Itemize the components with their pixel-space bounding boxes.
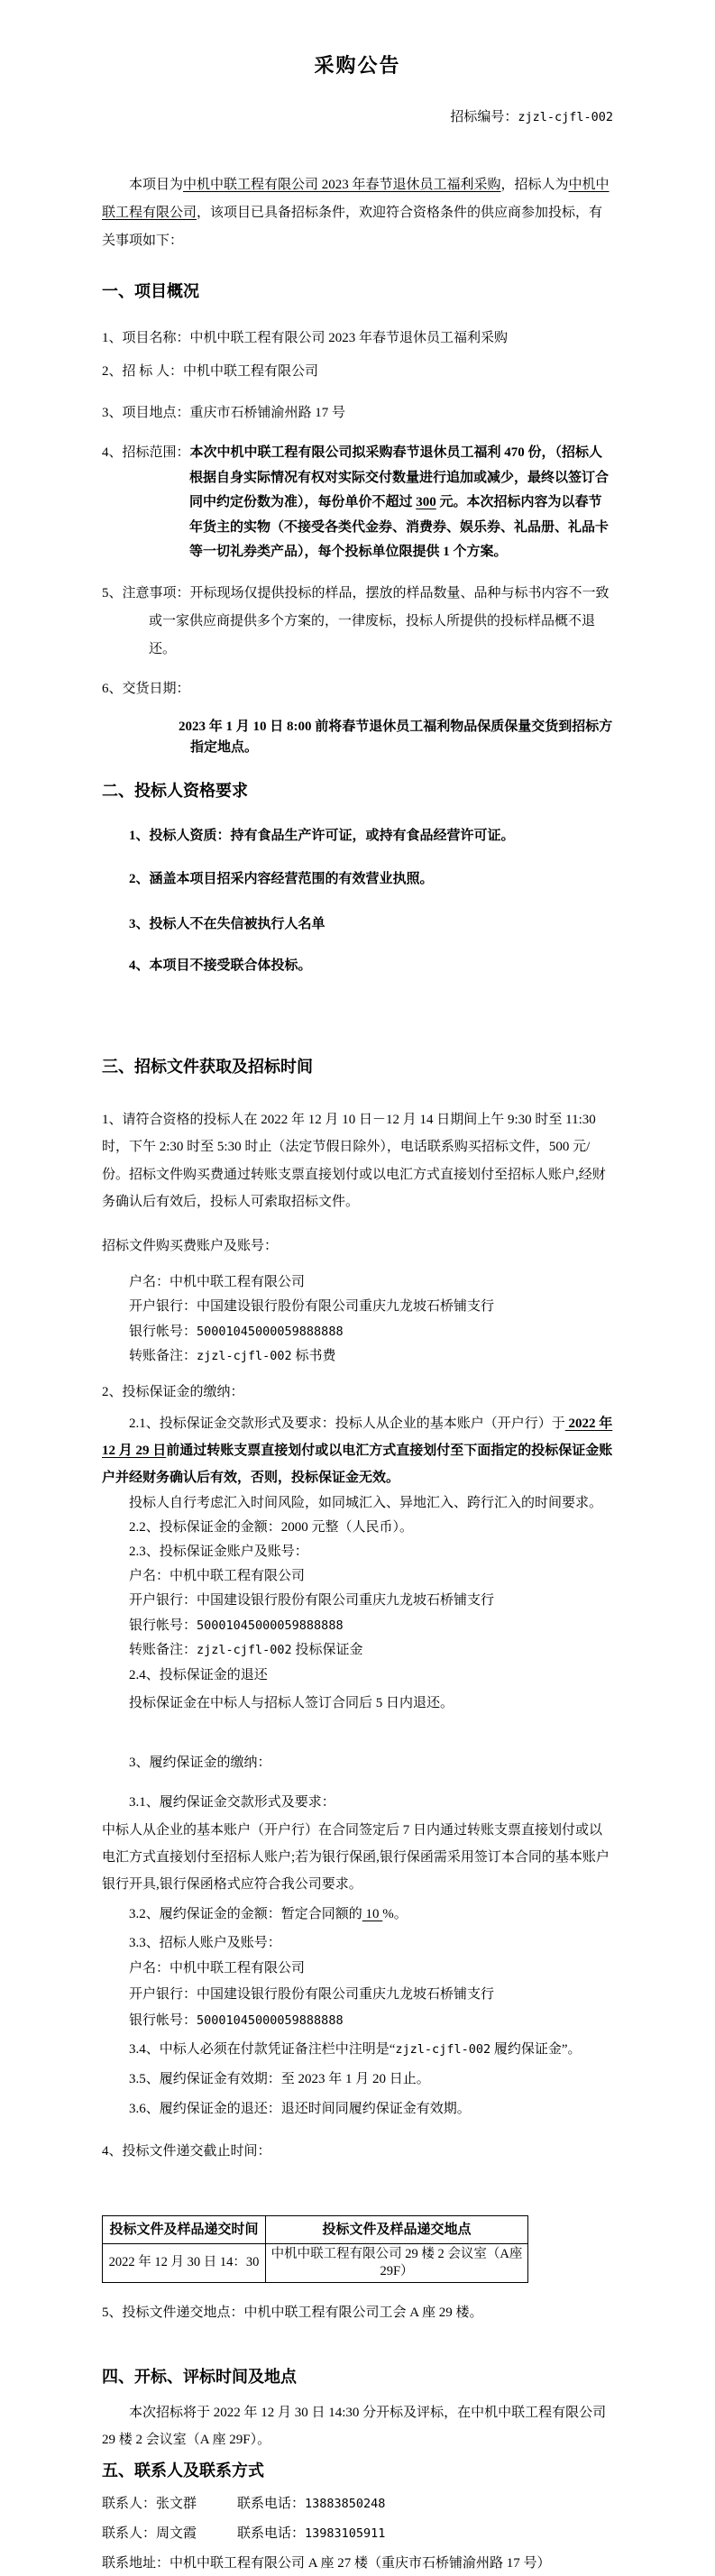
intro-text: 本项目为 (129, 178, 184, 192)
fee-account-block (102, 1270, 613, 1370)
tenderer-name-underlined: 中机中联工程有限公司 (102, 178, 610, 220)
contact-line-2 (102, 2521, 613, 2546)
submission-time-cell: 2022 年 12 月 30 日 14：30 (103, 2243, 266, 2282)
transfer-memo-suffix: 标书费 (291, 1349, 336, 1363)
bid-deposit-requirement (102, 1410, 613, 1491)
account-number-line (102, 2008, 613, 2034)
tender-number-line (102, 105, 613, 130)
project-location-item: 3、项目地点：重庆市石桥铺渝州路 17 号 (102, 406, 346, 420)
contact-name: 联系人：周文霞 (102, 2526, 197, 2541)
account-number-label: 银行帐号： (129, 1618, 197, 1633)
bid-deposit-heading: 2、投标保证金的缴纳： (102, 1384, 244, 1399)
deposit-requirement-plain: 2.1、投标保证金交款形式及要求：投标人从企业的基本账户（开户行）于 (129, 1416, 565, 1431)
account-bank: 开户银行：中国建设银行股份有限公司重庆九龙坡石桥铺支行 (129, 1986, 495, 2002)
transfer-memo-line (102, 1344, 613, 1370)
performance-amount-prefix: 3.2、履约保证金的金额：暂定合同额的 (129, 1906, 362, 1921)
contact-phone-label: 联系电话： (237, 2526, 306, 2541)
account-number-label: 银行帐号： (129, 2012, 197, 2028)
account-number-value: 50001045000059888888 (197, 2012, 344, 2028)
payment-note-code: zjzl-cjfl-002 (395, 2041, 491, 2057)
intro-paragraph (102, 171, 613, 255)
account-number-line (102, 1614, 613, 1639)
account-holder: 户名：中机中联工程有限公司 (129, 1274, 306, 1289)
account-holder: 户名：中机中联工程有限公司 (129, 1568, 306, 1583)
account-bank: 开户银行：中国建设银行股份有限公司重庆九龙坡石桥铺支行 (129, 1299, 495, 1314)
table-row (103, 2243, 528, 2282)
tender-scope-text: 本次中机中联工程有限公司拟采购春节退休员工福利 470 份，（招标人根据自身实际情况有权对实际交付数量进行追加或减少，最终以签订合同中约定份数为准），每份单价不超过 (189, 445, 610, 509)
contact-phone-number: 13883850248 (305, 2496, 386, 2511)
intro-text: ，该项目已具备招标条件，欢迎符合资格条件的供应商参加投标，有关事项如下： (102, 206, 603, 248)
performance-bond-requirement-heading: 3.1、履约保证金交款形式及要求： (129, 1794, 335, 1810)
tenderer-account-block (102, 1956, 613, 2034)
account-bank: 开户银行：中国建设银行股份有限公司重庆九龙坡石桥铺支行 (129, 1593, 495, 1608)
project-name-underlined: 中机中联工程有限公司 2023 年春节退休员工福利采购 (183, 178, 501, 192)
project-name-item: 1、项目名称：中机中联工程有限公司 2023 年春节退休员工福利采购 (102, 331, 509, 345)
deposit-refund-heading: 2.4、投标保证金的退还 (129, 1667, 268, 1682)
section4-heading: 四、开标、评标时间及地点 (102, 2367, 297, 2386)
performance-percentage-underlined: 10 (362, 1906, 383, 1921)
table-header-place: 投标文件及样品递交地点 (266, 2215, 528, 2243)
bid-opening-paragraph: 本次招标将于 2022 年 12 月 30 日 14:30 分开标及评标，在中机中联工程有限公司 29 楼 2 会议室（A 座 29F）。 (102, 2405, 607, 2447)
contact-address: 联系地址：中机中联工程有限公司 A 座 27 楼（重庆市石桥铺渝州路 17 号） (102, 2555, 551, 2571)
account-holder: 户名：中机中联工程有限公司 (129, 1960, 306, 1976)
document-purchase-paragraph: 1、请符合资格的投标人在 2022 年 12 月 10 日－12 月 14 日期间上午 9:30 时至 11:30 时，下午 2:30 时至 5:30 时止（法定节假日除外），电话联系购买招标文件，500 元/份。招标文件购买费通过转账支票直接划付或以电汇方式直接划付至招标人账户,经财务确认后有效后，投标人可索取招标文件。 (102, 1112, 606, 1209)
section5-heading: 五、联系人及联系方式 (102, 2461, 264, 2480)
delivery-date-text: 2023 年 1 月 10 日 8:00 前将春节退休员工福利物品保质保量交货到招标方指定地点。 (179, 719, 613, 755)
deposit-refund-note: 投标保证金在中标人与招标人签订合同后 5 日内退还。 (129, 1695, 454, 1710)
tender-number-label: 招标编号： (450, 110, 518, 124)
section2-heading: 二、投标人资格要求 (102, 781, 248, 800)
tender-scope-label: 4、招标范围： (102, 445, 190, 460)
transfer-memo-label: 转账备注： (129, 1643, 197, 1657)
performance-bond-heading: 3、履约保证金的缴纳： (129, 1755, 271, 1770)
payment-note-suffix: 履约保证金”。 (490, 2041, 582, 2057)
qualification-item: 4、本项目不接受联合体投标。 (129, 958, 312, 973)
deposit-account-heading: 2.3、投标保证金账户及账号： (129, 1544, 308, 1559)
transfer-memo-label: 转账备注： (129, 1349, 197, 1363)
transfer-memo-code: zjzl-cjfl-002 (197, 1349, 292, 1363)
performance-bond-validity: 3.5、履约保证金有效期：至 2023 年 1 月 20 日止。 (129, 2071, 430, 2086)
tender-number-value: zjzl-cjfl-002 (518, 110, 613, 124)
section1-heading: 一、项目概况 (102, 282, 199, 300)
tenderer-account-heading: 3.3、招标人账户及账号： (129, 1935, 281, 1950)
performance-amount-suffix: %。 (382, 1906, 408, 1921)
unit-price-limit: 300 (416, 495, 436, 509)
transfer-memo-line (102, 1638, 613, 1664)
account-number-label: 银行帐号： (129, 1324, 197, 1339)
account-number-line (102, 1320, 613, 1345)
account-number-value: 50001045000059888888 (197, 1618, 344, 1633)
tender-scope-item (102, 441, 613, 565)
page-title: 采购公告 (314, 54, 401, 77)
tenderer-item: 2、招 标 人：中机中联工程有限公司 (102, 364, 319, 379)
table-header-time: 投标文件及样品递交时间 (103, 2215, 266, 2243)
table-header-row (103, 2215, 528, 2243)
submission-deadline-label: 4、投标文件递交截止时间： (102, 2143, 271, 2159)
intro-text: ，招标人为 (500, 178, 569, 192)
delivery-date-label: 6、交货日期： (102, 681, 190, 696)
fee-account-intro: 招标文件购买费账户及账号： (102, 1238, 279, 1253)
performance-bond-refund: 3.6、履约保证金的退还：退还时间同履约保证金有效期。 (129, 2101, 471, 2116)
deposit-deadline-underlined: 2022 年 12 月 29 日 (102, 1416, 613, 1458)
deposit-account-block (102, 1564, 613, 1664)
tender-scope-text: 元。本次招标内容为以春节年货主的实物（不接受各类代金券、消费券、娱乐券、礼品册、礼品卡等一切礼券类产品），每个投标单位限提供 1 个方案。 (189, 495, 610, 559)
qualification-item: 1、投标人资质：持有食品生产许可证，或持有食品经营许可证。 (129, 828, 515, 843)
submission-table (102, 2215, 528, 2283)
account-number-value: 50001045000059888888 (197, 1324, 344, 1339)
section3-heading: 三、招标文件获取及招标时间 (102, 1057, 313, 1076)
deposit-transfer-note: 投标人自行考虑汇入时间风险，如同城汇入、异地汇入、跨行汇入的时间要求。 (129, 1495, 603, 1510)
payment-note-prefix: 3.4、中标人必须在付款凭证备注栏中注明是“ (129, 2041, 396, 2057)
deposit-amount: 2.2、投标保证金的金额：2000 元整（人民币）。 (129, 1519, 414, 1535)
contact-name: 联系人：张文群 (102, 2496, 197, 2511)
performance-bond-amount (102, 1902, 613, 1927)
payment-voucher-note (102, 2037, 613, 2062)
performance-bond-requirement-body: 中标人从企业的基本账户（开户行）在合同签定后 7 日内通过转账支票直接划付或以电汇方式直接划付至招标人账户;若为银行保函,银行保函需采用签订本合同的基本账户银行开具,银行保函格式应符合我公司要求。 (102, 1822, 610, 1892)
submission-place-cell: 中机中联工程有限公司 29 楼 2 会议室（A座 29F） (266, 2243, 528, 2282)
contact-line-1 (102, 2491, 613, 2516)
contact-phone-label: 联系电话： (237, 2496, 306, 2511)
notice-item: 5、注意事项：开标现场仅提供投标的样品，摆放的样品数量、品种与标书内容不一致或一家供应商提供多个方案的，一律废标，投标人所提供的投标样品概不退还。 (102, 585, 610, 656)
contact-phone-number: 13983105911 (305, 2526, 386, 2541)
qualification-item: 3、投标人不在失信被执行人名单 (129, 916, 325, 931)
submission-location-item: 5、投标文件递交地点：中机中联工程有限公司工会 A 座 29 楼。 (102, 2305, 483, 2320)
transfer-memo-suffix: 投标保证金 (291, 1643, 363, 1657)
qualification-item: 2、涵盖本项目招采内容经营范围的有效营业执照。 (129, 871, 434, 886)
transfer-memo-code: zjzl-cjfl-002 (197, 1643, 292, 1657)
deposit-requirement-bold: 前通过转账支票直接划付或以电汇方式直接划付至下面指定的投标保证金账户并经财务确认后有效，否则，投标保证金无效。 (102, 1443, 613, 1485)
